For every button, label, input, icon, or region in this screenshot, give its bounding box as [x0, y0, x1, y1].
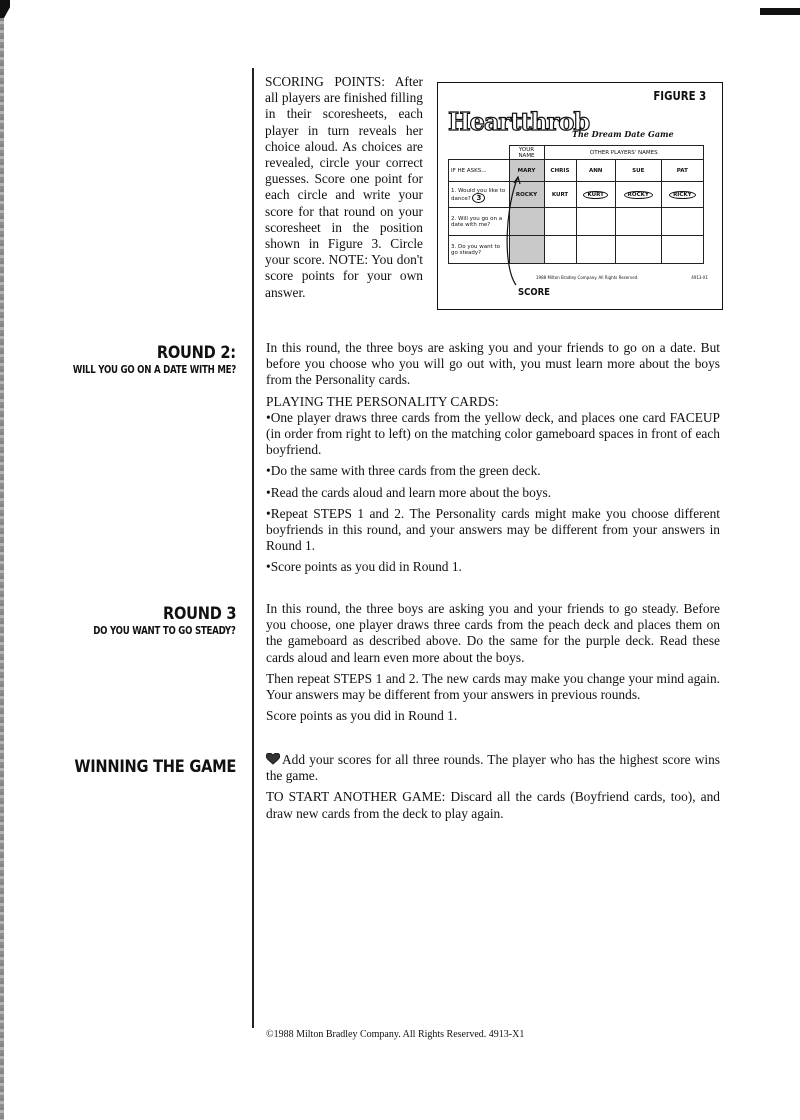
bullet-item: •Read the cards aloud and learn more about the boys. — [266, 484, 552, 500]
winning-p1 — [266, 752, 720, 784]
answer-cell — [615, 208, 661, 236]
round-2-intro: In this round, the three boys are asking you and your friends to go on a date. But before you choose who you will go out with, you must learn more about the boys from the Personality cards. — [266, 340, 720, 388]
circled-answer: KURT — [583, 191, 607, 199]
figure-copyright: 1988 Milton Bradley Company. All Rights Reserved. — [536, 275, 639, 280]
round-3-p3: Score points as you did in Round 1. — [266, 708, 458, 724]
logo-tagline: The Dream Date Game — [572, 129, 674, 139]
answer-cell — [661, 236, 703, 264]
cards-title: PLAYING THE PERSONALITY CARDS: — [266, 393, 499, 409]
answer-cell — [661, 182, 703, 208]
question-2: 2. Will you go on a date with me? — [449, 208, 510, 236]
answer-cell: ROCKY — [509, 182, 544, 208]
footer-copyright: ©1988 Milton Bradley Company. All Rights Reserved. 4913-X1 — [266, 1029, 525, 1040]
column-divider — [252, 68, 254, 1028]
your-name-header: YOUR NAME — [509, 146, 544, 160]
heart-icon — [266, 753, 280, 765]
scan-bar — [760, 8, 800, 15]
name-cell: ANN — [576, 160, 615, 182]
figure-3 — [437, 82, 723, 310]
name-cell: MARY — [509, 160, 544, 182]
answer-cell: KURT — [544, 182, 576, 208]
answer-cell — [661, 208, 703, 236]
round-3-p1: In this round, the three boys are asking you and your friends to go steady. Before you choose, one player draws three cards from the peach deck and places them on the gameboard as described above. Do the same for the purple deck. Read these cards aloud and learn even more about the boys. — [266, 601, 720, 665]
row-header: IF HE ASKS... — [449, 160, 510, 182]
circled-score: 3 — [472, 193, 485, 203]
score-pointer-arrow — [498, 175, 528, 290]
winning-p2: TO START ANOTHER GAME: Discard all the cards (Boyfriend cards, too), and draw new cards from the deck to play again. — [266, 789, 720, 821]
bullet-item: •Score points as you did in Round 1. — [266, 559, 462, 575]
round-2-subheading: WILL YOU GO ON A DATE WITH ME? — [72, 364, 236, 376]
question-3: 3. Do you want to go steady? — [449, 236, 510, 264]
answer-cell — [615, 236, 661, 264]
scoring-paragraph: SCORING POINTS: After all players are finished filling in their scoresheets, each player in turn reveals her choice aloud. As choices are revealed, circle your correct guesses. Score one point for each circle and write your score for that round on your scoresheet in the position shown in Figure 3. Circle your score. NOTE: You don't score points for your own answer. — [265, 74, 423, 300]
other-players-header: OTHER PLAYERS' NAMES — [544, 146, 704, 160]
figure-label: FIGURE 3 — [653, 89, 706, 103]
circled-answer: ROCKY — [624, 191, 653, 199]
name-cell: SUE — [615, 160, 661, 182]
round-3-p2: Then repeat STEPS 1 and 2. The new cards may make you change your mind again. Your answers may be different from your answers in previous rounds. — [266, 670, 720, 703]
figure-code: 4913-X1 — [691, 275, 708, 280]
round-3-subheading: DO YOU WANT TO GO STEADY? — [93, 625, 236, 637]
answer-cell — [615, 182, 661, 208]
answer-cell — [576, 208, 615, 236]
score-label: SCORE — [518, 287, 550, 298]
winning-body — [266, 752, 720, 827]
scan-edge — [0, 0, 4, 1120]
corner-mark — [0, 0, 10, 18]
name-cell: CHRIS — [544, 160, 576, 182]
answer-cell — [544, 236, 576, 264]
question-1: 1. Would you like to dance? — [451, 187, 506, 202]
answer-cell — [576, 182, 615, 208]
heartthrob-logo: Heartthrob — [448, 107, 590, 136]
winning-heading: WINNING THE GAME — [74, 757, 236, 777]
circled-answer: RICKY — [669, 191, 696, 199]
bullet-item: •One player draws three cards from the yellow deck, and places one card FACEUP (in order from right to left) on the matching color gameboard spaces in front of each boyfriend. — [266, 409, 720, 458]
round-2-heading: ROUND 2: — [157, 343, 236, 363]
bullet-item: •Do the same with three cards from the green deck. — [266, 463, 541, 479]
round-3-heading: ROUND 3 — [162, 604, 236, 624]
bullet-item: •Repeat STEPS 1 and 2. The Personality cards might make you choose different boyfriends in this round, and your answers may be different from your answers in Round 1. — [266, 505, 720, 554]
round-3-body — [266, 601, 720, 729]
answer-cell — [544, 208, 576, 236]
round-2-body — [266, 340, 720, 581]
scoresheet-table — [448, 145, 704, 264]
name-cell: PAT — [661, 160, 703, 182]
answer-cell — [576, 236, 615, 264]
winning-p1-text: Add your scores for all three rounds. The player who has the highest score wins the game. — [266, 752, 720, 784]
